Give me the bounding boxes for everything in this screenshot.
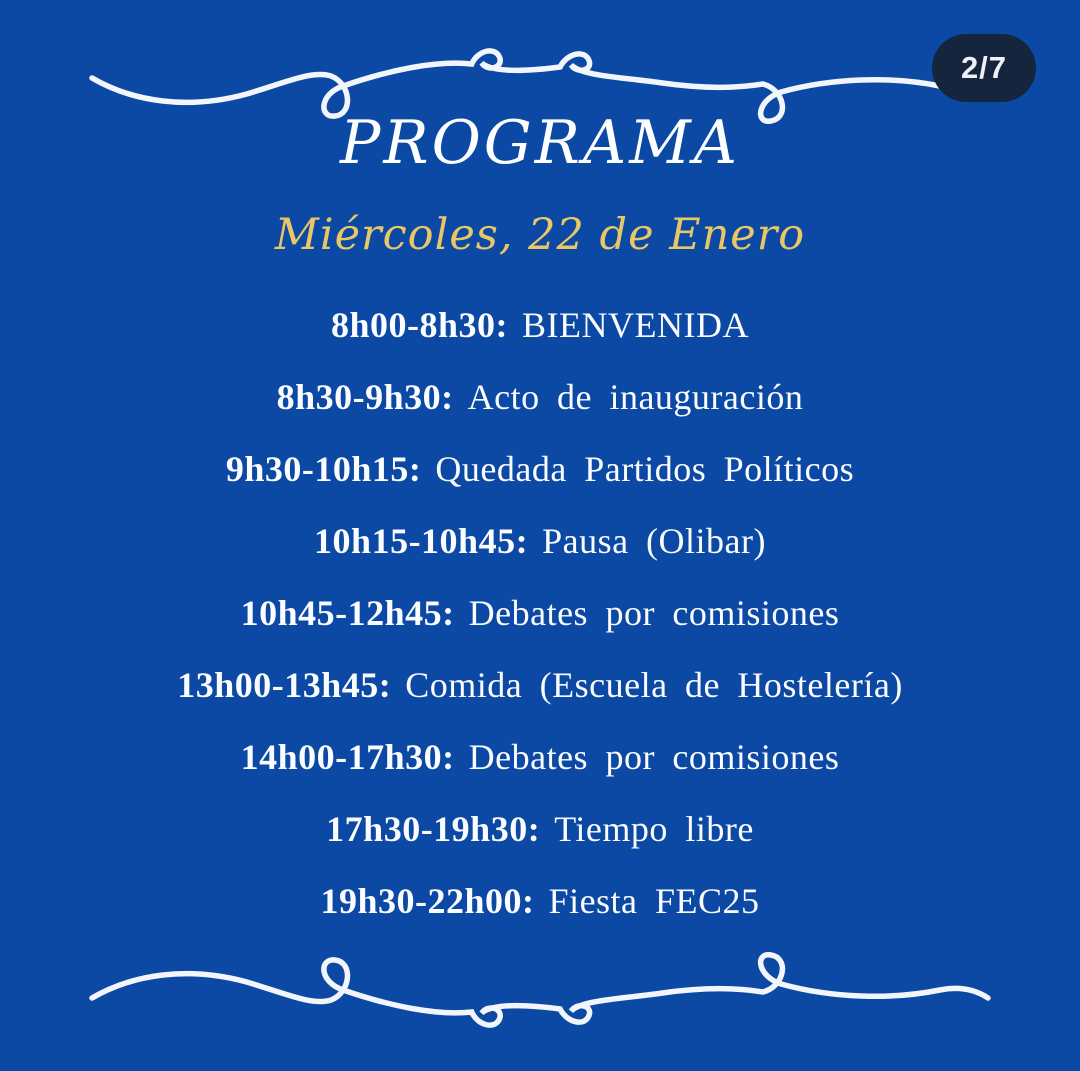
schedule-row <box>0 361 1080 433</box>
schedule-time: 19h30-22h00: <box>320 881 535 921</box>
schedule-desc: Quedada Partidos Políticos <box>435 449 855 489</box>
schedule-desc: Comida (Escuela de Hostelería) <box>405 665 903 705</box>
schedule-desc: Pausa (Olibar) <box>542 521 766 561</box>
schedule-row <box>0 433 1080 505</box>
schedule-time: 14h00-17h30: <box>240 737 455 777</box>
schedule-row <box>0 793 1080 865</box>
schedule-time: 13h00-13h45: <box>177 665 392 705</box>
schedule-row <box>0 505 1080 577</box>
schedule-desc: Fiesta FEC25 <box>548 881 760 921</box>
schedule-row <box>0 865 1080 937</box>
schedule-row <box>0 649 1080 721</box>
schedule-list <box>0 289 1080 937</box>
schedule-time: 9h30-10h15: <box>225 449 422 489</box>
schedule-row <box>0 577 1080 649</box>
page-indicator-label: 2/7 <box>960 50 1008 85</box>
page-indicator-badge <box>932 34 1036 102</box>
schedule-time: 17h30-19h30: <box>326 809 541 849</box>
schedule-desc: Tiempo libre <box>554 809 754 849</box>
schedule-row <box>0 721 1080 793</box>
schedule-time: 10h15-10h45: <box>314 521 529 561</box>
flourish-divider-bottom-icon <box>88 952 992 1032</box>
schedule-time: 8h30-9h30: <box>276 377 454 417</box>
date-subtitle: Miércoles, 22 de Enero <box>274 210 806 260</box>
schedule-desc: BIENVENIDA <box>522 305 749 345</box>
schedule-desc: Acto de inauguración <box>467 377 804 417</box>
schedule-row <box>0 289 1080 361</box>
page-title: PROGRAMA <box>340 108 740 178</box>
schedule-time: 8h00-8h30: <box>331 305 509 345</box>
schedule-desc: Debates por comisiones <box>468 593 840 633</box>
schedule-desc: Debates por comisiones <box>468 737 840 777</box>
schedule-time: 10h45-12h45: <box>240 593 455 633</box>
